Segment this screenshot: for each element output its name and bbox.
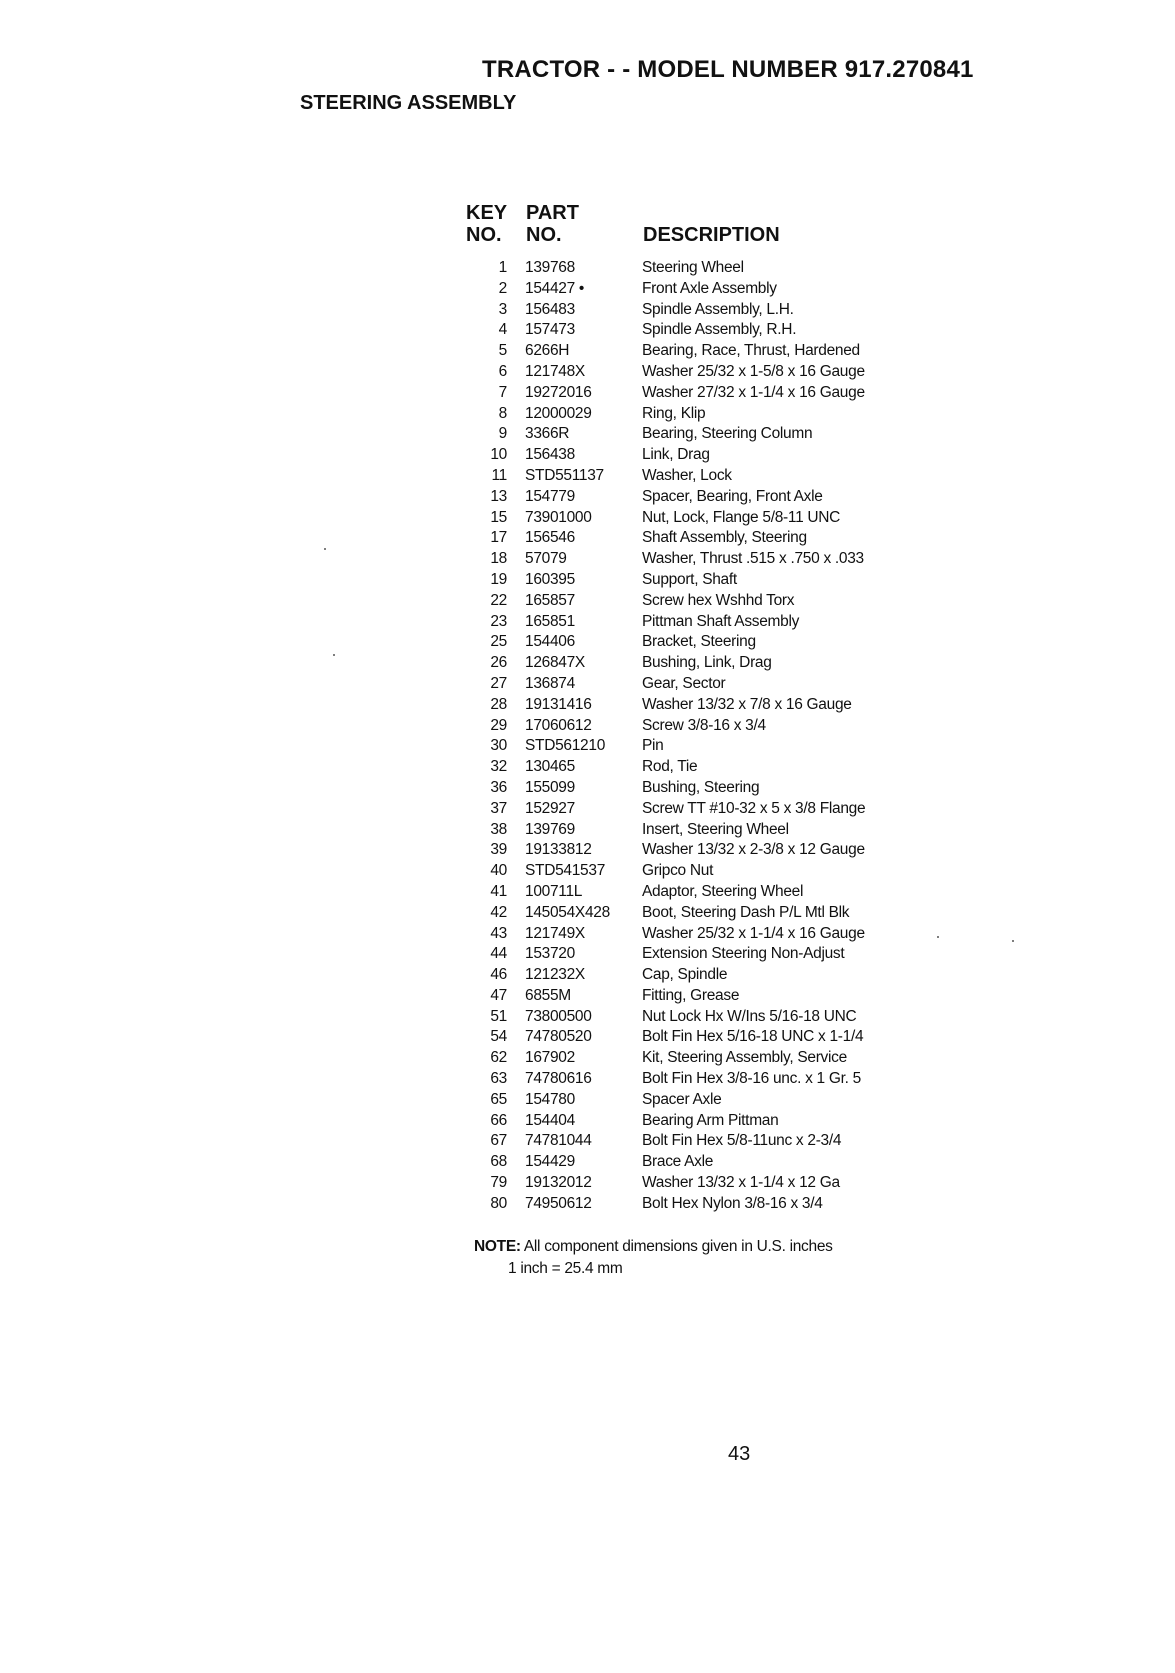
part-description: Spindle Assembly, R.H. (642, 321, 797, 339)
list-item (440, 800, 960, 821)
note-label: NOTE: (474, 1238, 521, 1255)
note-text: All component dimensions given in U.S. inches (523, 1238, 833, 1255)
part-number: 19131416 (525, 695, 592, 713)
part-description: Shaft Assembly, Steering (642, 529, 807, 547)
list-item (440, 1174, 960, 1195)
part-number: 3366R (525, 425, 570, 443)
list-item (440, 904, 960, 925)
key-number: 6 (498, 362, 507, 380)
key-number: 51 (490, 1007, 507, 1025)
part-number: 157473 (525, 321, 575, 339)
part-number: 156546 (525, 529, 575, 547)
part-description: Spacer, Bearing, Front Axle (642, 487, 823, 505)
part-description: Extension Steering Non-Adjust (642, 945, 845, 963)
part-number: 6855M (525, 986, 571, 1004)
part-description: Washer 13/32 x 1-1/4 x 12 Ga (642, 1174, 840, 1192)
key-number: 32 (490, 758, 507, 776)
key-number: 42 (490, 903, 507, 921)
page-title: TRACTOR - - MODEL NUMBER 917.270841 (482, 56, 974, 83)
key-number: 11 (491, 466, 507, 484)
part-number: 154406 (525, 633, 575, 651)
list-item (440, 571, 960, 592)
list-item (440, 925, 960, 946)
part-number: 154427 • (525, 279, 585, 297)
list-item (440, 425, 960, 446)
key-number: 66 (490, 1111, 507, 1129)
part-description: Bolt Fin Hex 5/16-18 UNC x 1-1/4 (642, 1028, 864, 1046)
part-description: Ring, Klip (642, 404, 706, 422)
key-number: 43 (490, 924, 507, 942)
part-number: 136874 (525, 674, 575, 692)
list-item (440, 405, 960, 426)
part-description: Bearing Arm Pittman (642, 1111, 779, 1129)
part-number: STD541537 (525, 862, 606, 880)
part-description: Bolt Hex Nylon 3/8-16 x 3/4 (642, 1194, 823, 1212)
part-description: Cap, Spindle (642, 966, 728, 984)
list-item (440, 737, 960, 758)
key-number: 44 (490, 945, 507, 963)
part-description: Rod, Tie (642, 758, 698, 776)
section-title: STEERING ASSEMBLY (300, 92, 517, 114)
part-number: 19272016 (525, 383, 592, 401)
part-number: 145054X428 (525, 903, 610, 921)
key-number: 1 (498, 259, 507, 276)
part-description: Pin (642, 737, 664, 755)
key-number: 38 (490, 820, 507, 838)
part-number: 153720 (525, 945, 575, 963)
key-number: 15 (490, 508, 507, 526)
key-number: 68 (490, 1153, 507, 1171)
part-number: 17060612 (525, 716, 592, 734)
key-number: 67 (490, 1132, 507, 1150)
key-number: 65 (490, 1090, 507, 1108)
part-number: 6266H (525, 342, 570, 360)
list-item (440, 675, 960, 696)
part-description: Bracket, Steering (642, 633, 756, 651)
part-description: Bushing, Link, Drag (642, 654, 772, 672)
parts-list (440, 259, 960, 1216)
list-item (440, 488, 960, 509)
note (474, 1238, 833, 1256)
list-item (440, 883, 960, 904)
key-number: 3 (498, 300, 507, 318)
list-item (440, 945, 960, 966)
key-number: 79 (490, 1174, 507, 1192)
key-number: 25 (490, 633, 507, 651)
part-number: 74950612 (525, 1194, 592, 1212)
list-item (440, 1070, 960, 1091)
note-conversion: 1 inch = 25.4 mm (508, 1260, 623, 1277)
part-number: 155099 (525, 778, 575, 796)
key-number: 13 (490, 487, 507, 505)
key-number: 62 (490, 1049, 507, 1067)
list-item (440, 1153, 960, 1174)
key-number: 37 (490, 799, 507, 817)
part-description: Gripco Nut (642, 862, 714, 880)
part-description: Washer 13/32 x 2-3/8 x 12 Gauge (642, 841, 865, 859)
key-number: 5 (498, 342, 507, 360)
part-description: Nut Lock Hx W/Ins 5/16-18 UNC (642, 1007, 857, 1025)
key-number: 23 (490, 612, 507, 630)
part-description: Steering Wheel (642, 259, 744, 276)
column-header-key-no: NO. (466, 224, 502, 246)
part-description: Link, Drag (642, 446, 710, 464)
list-item (440, 592, 960, 613)
list-item (440, 654, 960, 675)
part-number: 126847X (525, 654, 585, 672)
part-number: 57079 (525, 550, 567, 568)
part-number: 74780520 (525, 1028, 592, 1046)
part-description: Front Axle Assembly (642, 279, 777, 297)
key-number: 27 (490, 674, 507, 692)
list-item (440, 966, 960, 987)
part-number: 152927 (525, 799, 575, 817)
part-description: Washer, Lock (642, 466, 732, 484)
key-number: 10 (490, 446, 507, 464)
part-number: 74781044 (525, 1132, 592, 1150)
part-description: Nut, Lock, Flange 5/8-11 UNC (642, 508, 841, 526)
part-number: 139768 (525, 259, 575, 276)
list-item (440, 384, 960, 405)
key-number: 30 (490, 737, 507, 755)
column-header-part-no: NO. (526, 224, 562, 246)
list-item (440, 301, 960, 322)
scan-speck (324, 548, 326, 550)
list-item (440, 862, 960, 883)
part-number: 130465 (525, 758, 575, 776)
list-item (440, 779, 960, 800)
part-description: Bearing, Steering Column (642, 425, 813, 443)
part-description: Washer 25/32 x 1-5/8 x 16 Gauge (642, 362, 865, 380)
key-number: 47 (490, 986, 507, 1004)
list-item (440, 613, 960, 634)
list-item (440, 259, 960, 280)
part-description: Fitting, Grease (642, 986, 740, 1004)
part-number: 154780 (525, 1090, 575, 1108)
part-number: 121748X (525, 362, 585, 380)
part-description: Washer 13/32 x 7/8 x 16 Gauge (642, 695, 852, 713)
key-number: 2 (498, 279, 507, 297)
key-number: 9 (498, 425, 507, 443)
part-description: Pittman Shaft Assembly (642, 612, 800, 630)
key-number: 46 (490, 966, 507, 984)
part-description: Bushing, Steering (642, 778, 760, 796)
part-description: Kit, Steering Assembly, Service (642, 1049, 847, 1067)
part-number: 165857 (525, 591, 575, 609)
list-item (440, 1112, 960, 1133)
list-item (440, 1008, 960, 1029)
part-number: 154404 (525, 1111, 575, 1129)
key-number: 4 (498, 321, 507, 339)
part-number: 19133812 (525, 841, 592, 859)
list-item (440, 717, 960, 738)
part-description: Brace Axle (642, 1153, 714, 1171)
part-description: Bolt Fin Hex 3/8-16 unc. x 1 Gr. 5 (642, 1070, 861, 1088)
part-number: 121749X (525, 924, 585, 942)
key-number: 28 (490, 695, 507, 713)
key-number: 26 (490, 654, 507, 672)
key-number: 7 (498, 383, 507, 401)
list-item (440, 446, 960, 467)
key-number: 8 (498, 404, 507, 422)
part-description: Washer 25/32 x 1-1/4 x 16 Gauge (642, 924, 865, 942)
part-description: Boot, Steering Dash P/L Mtl Blk (642, 903, 850, 921)
key-number: 80 (490, 1194, 507, 1212)
part-number: 154429 (525, 1153, 575, 1171)
part-number: 167902 (525, 1049, 575, 1067)
part-description: Spindle Assembly, L.H. (642, 300, 794, 318)
part-description: Spacer Axle (642, 1090, 722, 1108)
part-number: 73800500 (525, 1007, 592, 1025)
list-item (440, 363, 960, 384)
list-item (440, 321, 960, 342)
key-number: 39 (490, 841, 507, 859)
list-item (440, 529, 960, 550)
part-number: 19132012 (525, 1174, 592, 1192)
list-item (440, 758, 960, 779)
column-header-part: PART (526, 202, 579, 224)
part-number: 74780616 (525, 1070, 592, 1088)
part-number: 154779 (525, 487, 575, 505)
part-description: Bolt Fin Hex 5/8-11unc x 2-3/4 (642, 1132, 842, 1150)
part-number: STD561210 (525, 737, 606, 755)
part-number: 160395 (525, 570, 575, 588)
part-description: Support, Shaft (642, 570, 737, 588)
part-number: 156438 (525, 446, 575, 464)
key-number: 40 (490, 862, 507, 880)
list-item (440, 1195, 960, 1216)
part-number: 139769 (525, 820, 575, 838)
part-description: Adaptor, Steering Wheel (642, 882, 804, 900)
key-number: 17 (490, 529, 507, 547)
key-number: 22 (490, 591, 507, 609)
part-description: Washer, Thrust .515 x .750 x .033 (642, 550, 864, 568)
list-item (440, 841, 960, 862)
part-description: Washer 27/32 x 1-1/4 x 16 Gauge (642, 383, 865, 401)
part-number: 165851 (525, 612, 575, 630)
part-description: Bearing, Race, Thrust, Hardened (642, 342, 860, 360)
key-number: 18 (490, 550, 507, 568)
key-number: 41 (490, 882, 507, 900)
part-description: Screw 3/8-16 x 3/4 (642, 716, 766, 734)
key-number: 29 (490, 716, 507, 734)
list-item (440, 633, 960, 654)
list-item (440, 1028, 960, 1049)
part-description: Screw hex Wshhd Torx (642, 591, 795, 609)
list-item (440, 550, 960, 571)
part-number: 100711L (525, 882, 583, 900)
part-description: Screw TT #10-32 x 5 x 3/8 Flange (642, 799, 866, 817)
key-number: 19 (490, 570, 507, 588)
list-item (440, 509, 960, 530)
part-number: STD551137 (525, 466, 604, 484)
scan-speck (1012, 940, 1014, 942)
part-description: Insert, Steering Wheel (642, 820, 789, 838)
key-number: 63 (490, 1070, 507, 1088)
list-item (440, 1091, 960, 1112)
list-item (440, 987, 960, 1008)
part-number: 73901000 (525, 508, 592, 526)
column-header-description: DESCRIPTION (643, 224, 780, 246)
part-number: 121232X (525, 966, 585, 984)
page-number: 43 (728, 1443, 751, 1465)
column-header-key: KEY (466, 202, 508, 224)
key-number: 54 (490, 1028, 507, 1046)
list-item (440, 696, 960, 717)
scan-speck (937, 936, 939, 938)
part-number: 12000029 (525, 404, 592, 422)
part-number: 156483 (525, 300, 575, 318)
part-description: Gear, Sector (642, 674, 726, 692)
list-item (440, 342, 960, 363)
list-item (440, 280, 960, 301)
list-item (440, 1049, 960, 1070)
list-item (440, 467, 960, 488)
list-item (440, 821, 960, 842)
key-number: 36 (490, 778, 507, 796)
list-item (440, 1132, 960, 1153)
scan-speck (333, 654, 335, 656)
